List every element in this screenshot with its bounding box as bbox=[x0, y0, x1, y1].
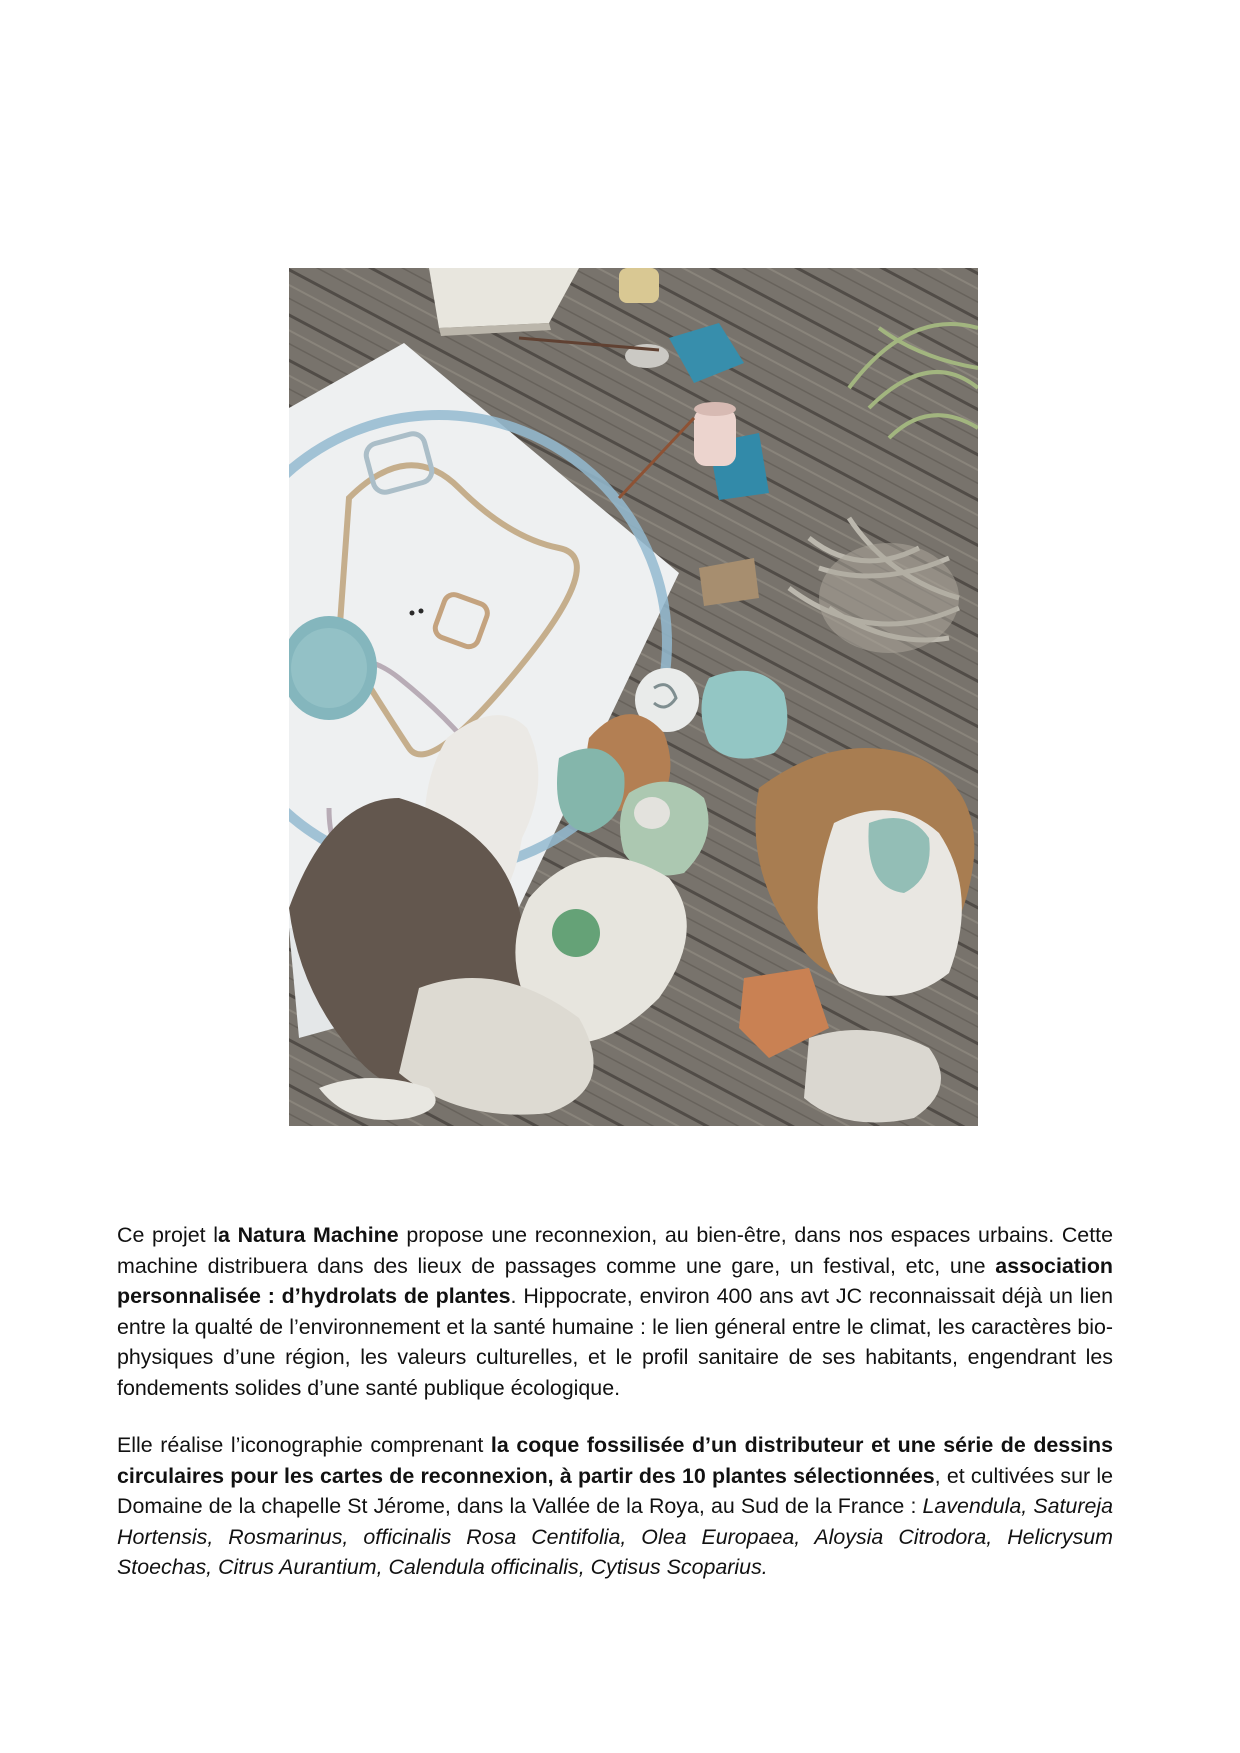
paragraph1-text-1: Ce projet l bbox=[117, 1223, 218, 1247]
paragraph1-text-2: propose une reconnexion, au bien-être, dans nos espaces urbains. Cette machine distribuera dans des lieux de passages comme une gare, un festival, etc, une bbox=[117, 1223, 1113, 1278]
project-name-bold: a Natura Machine bbox=[218, 1223, 399, 1247]
paragraph-natura-machine bbox=[117, 1220, 1113, 1403]
paragraph2-text-1: Elle réalise l’iconographie comprenant bbox=[117, 1433, 491, 1457]
association-bold: association personnalisée : d’hydrolats de plantes bbox=[117, 1253, 1113, 1308]
iconography-bold: la coque fossilisée d’un distributeur et une série de dessins circulaires pour les cartes de reconnexion, à partir des 10 plantes sélectionnées bbox=[117, 1433, 1113, 1488]
stones-and-drawing-photo bbox=[289, 268, 978, 1126]
paragraph2-text-2: , et cultivées sur le Domaine de la chapelle St Jérome, dans la Vallée de la Roya, au Sud de la France : bbox=[117, 1463, 1113, 1518]
plant-list-italic: Lavendula, Satureja Hortensis, Rosmarinus, officinalis Rosa Centifolia, Olea Europaea, Aloysia Citrodora, Helicrysum Stoechas, Citrus Aurantium, Calendula officinalis, Cytisus Scoparius. bbox=[117, 1494, 1113, 1579]
body-text bbox=[117, 1220, 1113, 1583]
paragraph-iconography bbox=[117, 1430, 1113, 1583]
paragraph1-text-3: . Hippocrate, environ 400 ans avt JC reconnaissait déjà un lien entre la qualté de l’environnement et la santé humaine : le lien géneral entre le climat, les caractères bio-physiques d’une région, les valeurs culturelles, et le profil sanitaire de ses habitants, engendrant les fondements solides d’une santé publique écologique. bbox=[117, 1284, 1114, 1400]
